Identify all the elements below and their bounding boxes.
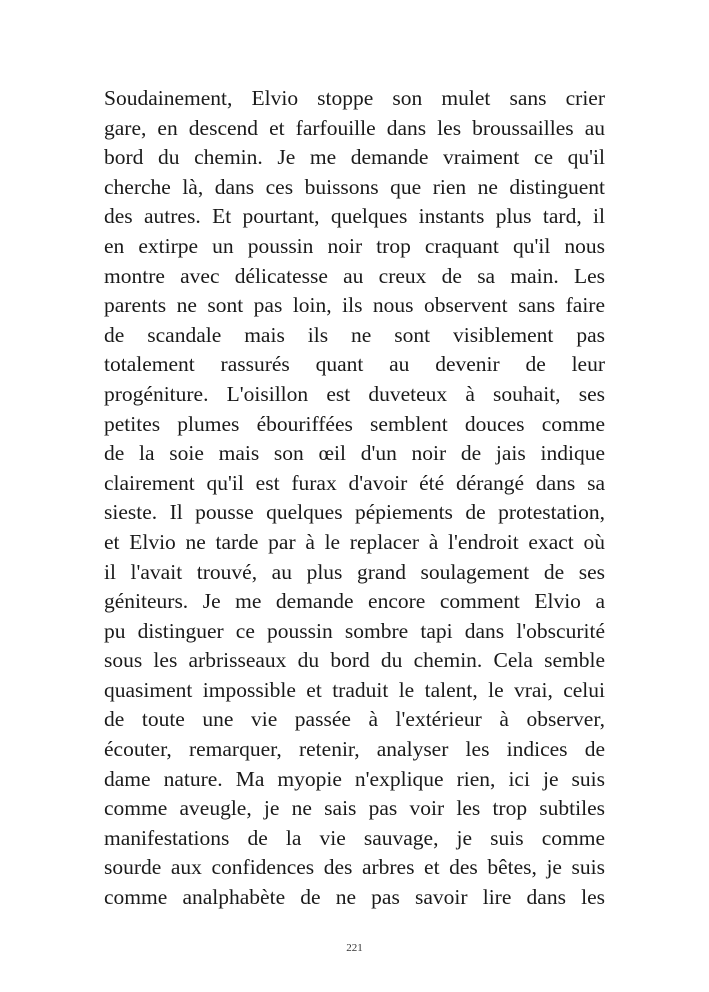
- page-number: 221: [346, 942, 363, 954]
- text-line: Soudainement, Elvio stoppe son mulet sans crier: [104, 86, 605, 110]
- text-line: géniteurs. Je me demande encore comment Elvio a: [104, 589, 605, 614]
- text-line: de toute une vie passée à l'extérieur à observer,: [104, 707, 605, 732]
- text-line: manifestations de la vie sauvage, je suis comme: [104, 825, 605, 850]
- text-line: sieste. Il pousse quelques pépiements de protestation,: [104, 500, 605, 525]
- text-line: sous les arbrisseaux du bord du chemin. Cela semble: [104, 648, 605, 673]
- text-line: quasiment impossible et traduit le talent, le vrai, celui: [104, 677, 605, 702]
- text-line: de scandale mais ils ne sont visiblement pas: [104, 322, 605, 347]
- text-line: dame nature. Ma myopie n'explique rien, ici je suis: [104, 766, 605, 791]
- text-line: en extirpe un poussin noir trop craquant qu'il nous: [104, 233, 605, 258]
- text-line: totalement rassurés quant au devenir de leur: [104, 352, 605, 377]
- body-text: [104, 84, 605, 913]
- text-line: parents ne sont pas loin, ils nous observent sans faire: [104, 293, 605, 318]
- text-line: il l'avait trouvé, au plus grand soulagement de ses: [104, 559, 605, 584]
- text-line: comme analphabète de ne pas savoir lire dans les: [104, 885, 605, 910]
- text-line: progéniture. L'oisillon est duveteux à souhait, ses: [104, 381, 605, 406]
- text-line: montre avec délicatesse au creux de sa main. Les: [104, 263, 605, 288]
- text-line: cherche là, dans ces buissons que rien ne distinguent: [104, 174, 605, 199]
- text-line: comme aveugle, je ne sais pas voir les trop subtiles: [104, 796, 605, 821]
- text-line: écouter, remarquer, retenir, analyser les indices de: [104, 737, 605, 762]
- text-line: de la soie mais son œil d'un noir de jais indique: [104, 441, 605, 466]
- text-line: pu distinguer ce poussin sombre tapi dans l'obscurité: [104, 618, 605, 643]
- text-line: des autres. Et pourtant, quelques instants plus tard, il: [104, 204, 605, 229]
- text-line: gare, en descend et farfouille dans les broussailles au: [104, 115, 605, 140]
- text-line: et Elvio ne tarde par à le replacer à l'endroit exact où: [104, 529, 605, 554]
- text-line: clairement qu'il est furax d'avoir été dérangé dans sa: [104, 470, 605, 495]
- text-line: petites plumes ébouriffées semblent douces comme: [104, 411, 605, 436]
- text-line: bord du chemin. Je me demande vraiment ce qu'il: [104, 145, 605, 170]
- text-line: sourde aux confidences des arbres et des bêtes, je suis: [104, 855, 605, 880]
